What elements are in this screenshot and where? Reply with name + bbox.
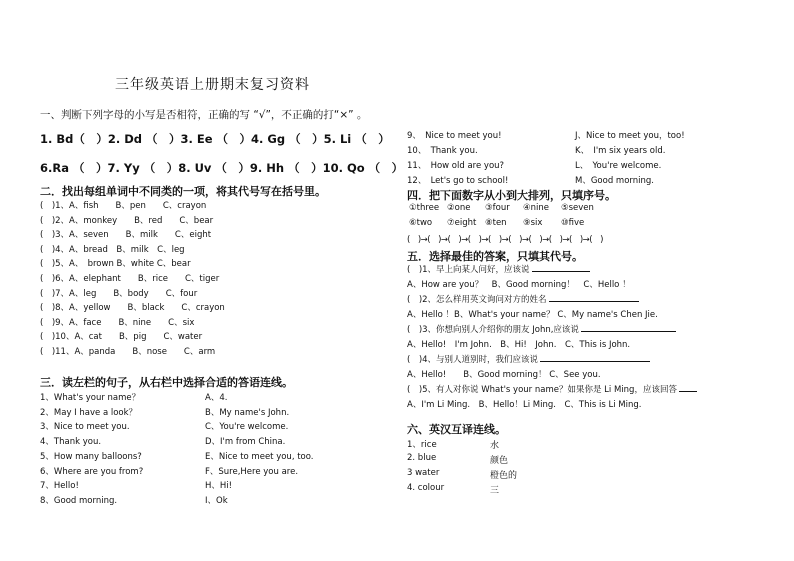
- section6-heading: 六、英汉互译连线。: [407, 423, 506, 436]
- question-text[interactable]: ( )3、你想向别人介绍你的朋友 John,应该说: [407, 323, 676, 335]
- number-word: ⑦eight: [447, 218, 477, 228]
- answer-blank[interactable]: [679, 383, 697, 392]
- match-left-item[interactable]: 6、Where are you from?: [40, 466, 144, 477]
- section2-item: ( )6、A、elephant B、rice C、tiger: [40, 274, 220, 284]
- answer-options: A、How are you？ B、Good morning！ C、Hello ！: [407, 280, 631, 290]
- chinese-word[interactable]: 三: [490, 486, 500, 496]
- section1-heading: 一、判断下列字母的小写是否相符，正确的写 “√”，不正确的打“×” 。: [40, 109, 368, 121]
- question-text[interactable]: ( )5、有人对你说 What's your name？如果你是 Li Ming，应该回答: [407, 383, 697, 395]
- match-right-item[interactable]: K、 I'm six years old.: [575, 146, 666, 156]
- section4-heading: 四．把下面数字从小到大排列，只填序号。: [407, 189, 616, 202]
- question-text[interactable]: ( )4、与别人道别时，我们应该说: [407, 353, 650, 365]
- match-right-item[interactable]: C、You're welcome.: [205, 422, 289, 433]
- match-right-item[interactable]: J、Nice to meet you，too!: [575, 131, 685, 141]
- section2-item: ( )1、A、fish B、pen C、crayon: [40, 201, 207, 211]
- match-left-item[interactable]: 10、 Thank you.: [407, 146, 478, 156]
- match-left-item[interactable]: 1、What's your name？: [40, 393, 141, 403]
- number-word: ⑤seven: [561, 203, 594, 213]
- number-word: ⑨six: [523, 218, 543, 228]
- answer-blank[interactable]: [581, 323, 676, 332]
- match-left-item[interactable]: 2、May I have a look？: [40, 407, 138, 418]
- number-word: ④nine: [523, 203, 549, 213]
- section2-item: ( )2、A、monkey B、red C、bear: [40, 215, 214, 226]
- match-left-item[interactable]: 8、Good morning.: [40, 495, 118, 506]
- number-word: ⑧ten: [485, 218, 507, 228]
- chinese-word[interactable]: 水: [490, 441, 500, 451]
- answer-blank[interactable]: [532, 263, 590, 272]
- english-word[interactable]: 2. blue: [407, 453, 437, 463]
- section2-item: ( )3、A、seven B、milk C、eight: [40, 230, 212, 241]
- question-text[interactable]: ( )1、早上向某人问好，应该说: [407, 263, 590, 275]
- section2-heading: 二．找出每组单词中不同类的一项，将其代号写在括号里。: [40, 185, 326, 198]
- section1-row2: 6.Ra （ ）7. Yy （ ）8. Uv （ ）9. Hh （ ）10. Qo （ ）: [40, 161, 404, 175]
- match-right-item[interactable]: F、Sure,Here you are.: [205, 466, 299, 477]
- answer-options: A、I'm Li Ming. B、Hello！Li Ming. C、This is Li Ming.: [407, 400, 642, 410]
- answer-blank[interactable]: [549, 293, 639, 302]
- match-right-item[interactable]: D、I'm from China.: [205, 437, 286, 448]
- question-text[interactable]: ( )2、怎么样用英文询问对方的姓名: [407, 293, 639, 305]
- match-right-item[interactable]: E、Nice to meet you, too.: [205, 451, 314, 462]
- section3-heading: 三．读左栏的句子，从右栏中选择合适的答语连线。: [40, 376, 293, 389]
- section1-row1: 1. Bd（ ）2. Dd （ ）3. Ee （ ）4. Gg （ ）5. Li （ ）: [40, 132, 390, 146]
- match-left-item[interactable]: 3、Nice to meet you.: [40, 422, 130, 433]
- match-left-item[interactable]: 11、 How old are you?: [407, 161, 505, 171]
- match-right-item[interactable]: B、My name's John.: [205, 407, 290, 418]
- section2-item: ( )9、A、face B、nine C、six: [40, 317, 195, 328]
- number-word: ①three: [409, 203, 440, 213]
- match-right-item[interactable]: A、4.: [205, 393, 228, 403]
- page-title: 三年级英语上册期末复习资料: [115, 77, 310, 93]
- answer-options: A、Hello! I'm John. B、Hi! John. C、This is John.: [407, 340, 631, 350]
- section4-order-blanks[interactable]: ( )→( )→( )→( )→( )→( )→( )→( )→( )→( ): [407, 235, 603, 245]
- answer-blank[interactable]: [540, 353, 650, 362]
- answer-options: A、Hello! B、Good morning！ C、See you.: [407, 370, 601, 380]
- section2-item: ( )10、A、cat B、pig C、water: [40, 332, 203, 343]
- match-right-item[interactable]: L、 You're welcome.: [575, 161, 662, 171]
- english-word[interactable]: 3 water: [407, 468, 440, 478]
- number-word: ③four: [485, 203, 510, 213]
- section2-item: ( )5、A、 brown B、white C、bear: [40, 259, 191, 270]
- english-word[interactable]: 1、rice: [407, 440, 437, 450]
- number-word: ⑥two: [409, 218, 433, 228]
- section2-item: ( )11、A、panda B、nose C、arm: [40, 347, 216, 357]
- chinese-word[interactable]: 颜色: [490, 456, 509, 466]
- match-right-item[interactable]: M、Good morning.: [575, 176, 654, 186]
- section2-item: ( )7、A、leg B、body C、four: [40, 288, 198, 299]
- match-left-item[interactable]: 5、How many balloons?: [40, 451, 142, 462]
- number-word: ②one: [447, 203, 471, 213]
- answer-options: A、Hello ！B、What's your name？ C、My name's Chen Jie.: [407, 310, 658, 320]
- english-word[interactable]: 4. colour: [407, 483, 445, 493]
- match-right-item[interactable]: I、Ok: [205, 495, 228, 506]
- match-left-item[interactable]: 4、Thank you.: [40, 437, 102, 448]
- match-left-item[interactable]: 12、 Let's go to school!: [407, 176, 509, 186]
- match-right-item[interactable]: H、Hi!: [205, 481, 233, 492]
- match-left-item[interactable]: 9、 Nice to meet you!: [407, 131, 502, 141]
- section5-heading: 五．选择最佳的答案，只填其代号。: [407, 250, 583, 263]
- match-left-item[interactable]: 7、Hello!: [40, 481, 79, 492]
- section2-item: ( )8、A、yellow B、black C、crayon: [40, 303, 225, 314]
- chinese-word[interactable]: 橙色的: [490, 471, 518, 481]
- section2-item: ( )4、A、bread B、milk C、leg: [40, 244, 185, 255]
- number-word: ⑩five: [561, 218, 585, 228]
